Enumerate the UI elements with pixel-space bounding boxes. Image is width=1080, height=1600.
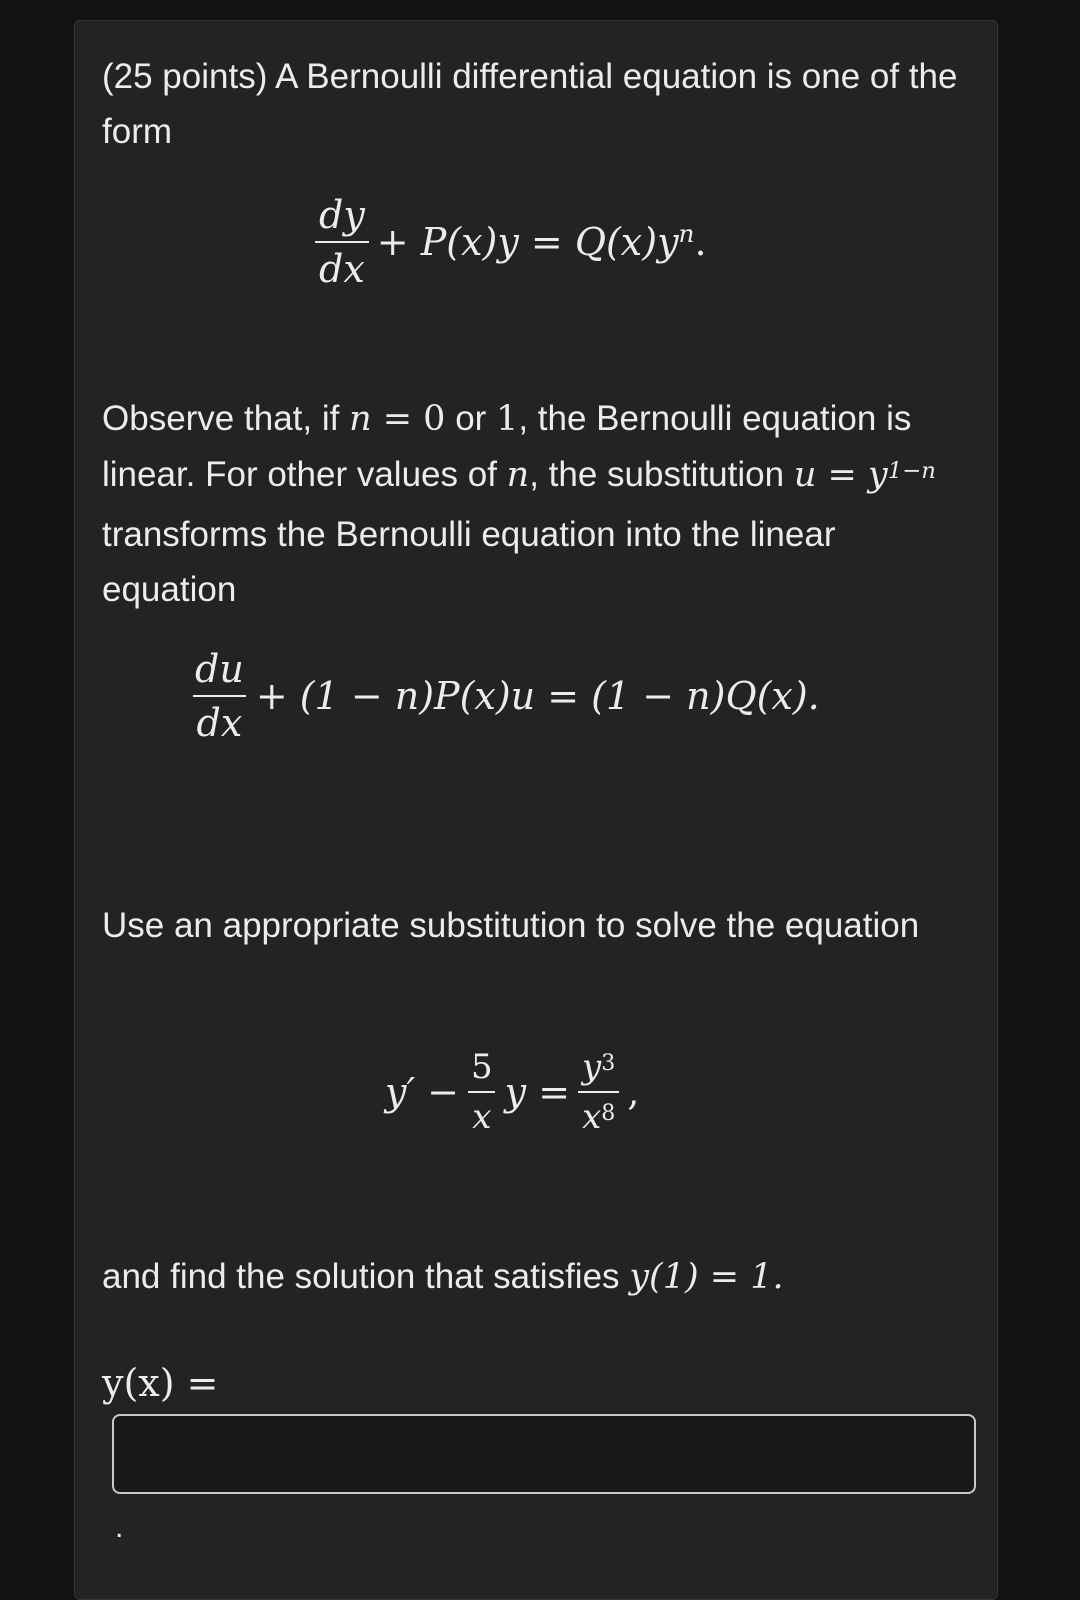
answer-label: y(x) =: [102, 1361, 219, 1405]
fraction-numerator: 5: [471, 1047, 493, 1087]
equation-comma: ,: [627, 1070, 640, 1114]
y3-over-x8-fraction: [578, 1047, 619, 1137]
numerator-base: y: [582, 1047, 602, 1087]
math-n-2: n: [506, 455, 530, 495]
fraction-denominator: [578, 1091, 619, 1137]
numerator-exponent: 3: [601, 1050, 616, 1077]
given-equation: [385, 1047, 639, 1137]
intro-text: [102, 49, 962, 159]
use-substitution-text: [102, 898, 962, 953]
math-equals-zero: = 0: [371, 399, 446, 439]
math-substitution-exponent: 1−n: [887, 458, 936, 485]
fraction-numerator: dy: [319, 193, 365, 237]
equation-exponent: n: [678, 218, 695, 248]
observe-text-4: , the substitution: [529, 455, 794, 494]
equation-body: + (1 − n)P(x)u = (1 − n)Q(x).: [255, 674, 820, 718]
initial-condition: y(1) = 1.: [629, 1257, 784, 1297]
equation-lhs: y′ −: [385, 1070, 460, 1114]
five-over-x-fraction: [467, 1047, 497, 1137]
answer-input[interactable]: [112, 1414, 976, 1494]
question-card: [74, 20, 998, 1600]
trailing-period: .: [115, 1511, 124, 1544]
math-one: 1: [496, 399, 519, 439]
fraction-numerator: [578, 1047, 619, 1091]
denominator-exponent: 8: [601, 1100, 616, 1127]
linear-equation: [183, 647, 820, 745]
equation-middle: y =: [504, 1070, 571, 1114]
dy-dx-fraction: [315, 193, 369, 291]
fraction-denominator: dx: [315, 241, 369, 291]
du-dx-fraction: [191, 647, 248, 745]
observe-text-1: Observe that, if: [102, 399, 350, 438]
fraction-numerator: du: [195, 647, 244, 691]
bernoulli-equation: [307, 193, 707, 291]
equation-period: .: [694, 220, 707, 264]
use-sentence: Use an appropriate substitution to solve the equation: [102, 906, 920, 945]
find-solution-text: [102, 1249, 962, 1305]
math-n: n: [349, 399, 372, 439]
observe-text-3: , the Bernoulli equation is linear. For other values of: [102, 399, 912, 494]
math-substitution: u = y: [793, 455, 888, 495]
observe-text-2: or: [445, 399, 497, 438]
denominator-base: x: [582, 1097, 602, 1137]
observe-paragraph: [102, 391, 962, 617]
observe-text-5: transforms the Bernoulli equation into the linear equation: [102, 515, 836, 609]
find-sentence: and find the solution that satisfies: [102, 1257, 630, 1296]
fraction-denominator: dx: [193, 695, 247, 745]
equation-body: + P(x)y = Q(x)y: [376, 220, 679, 264]
intro-sentence: (25 points) A Bernoulli differential equation is one of the form: [102, 57, 958, 151]
fraction-denominator: x: [468, 1091, 495, 1137]
